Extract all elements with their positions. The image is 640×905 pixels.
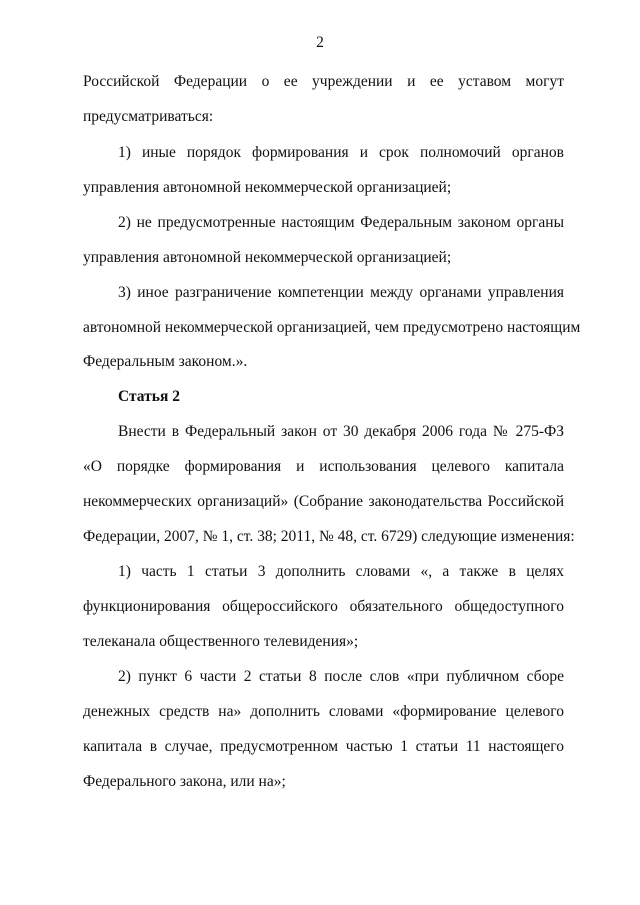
text-line: Федеральным законом.».: [83, 353, 248, 370]
text-line: Внести в Федеральный закон от 30 декабря 2006 года № 275-ФЗ: [118, 423, 564, 440]
list-item-line: 1) часть 1 статьи 3 дополнить словами «, а также в целях: [118, 563, 564, 580]
list-item-line: 2) не предусмотренные настоящим Федеральным законом органы: [118, 214, 564, 231]
list-item-line: 2) пункт 6 части 2 статьи 8 после слов «при публичном сборе: [118, 668, 564, 685]
article-heading: Статья 2: [118, 388, 180, 405]
text-line: Федерального закона, или на»;: [83, 773, 286, 790]
text-line: капитала в случае, предусмотренном частью 1 статьи 11 настоящего: [83, 738, 564, 755]
list-item-line: 3) иное разграничение компетенции между органами управления: [118, 284, 564, 301]
text-line: функционирования общероссийского обязательного общедоступного: [83, 598, 564, 615]
text-line: управления автономной некоммерческой организацией;: [83, 249, 452, 266]
list-item-line: 1) иные порядок формирования и срок полномочий органов: [118, 144, 564, 161]
text-line: предусматриваться:: [83, 108, 214, 125]
text-line: управления автономной некоммерческой организацией;: [83, 179, 452, 196]
text-line: денежных средств на» дополнить словами «формирование целевого: [83, 703, 564, 720]
text-line: Федерации, 2007, № 1, ст. 38; 2011, № 48, ст. 6729) следующие изменения:: [83, 528, 575, 545]
text-line: «О порядке формирования и использования целевого капитала: [83, 458, 564, 475]
text-line: Российской Федерации о ее учреждении и ее уставом могут: [83, 73, 564, 90]
text-line: автономной некоммерческой организацией, чем предусмотрено настоящим: [83, 319, 581, 336]
text-line: некоммерческих организаций» (Собрание законодательства Российской: [83, 493, 564, 510]
text-line: телеканала общественного телевидения»;: [83, 633, 359, 650]
page-number: 2: [316, 34, 324, 51]
